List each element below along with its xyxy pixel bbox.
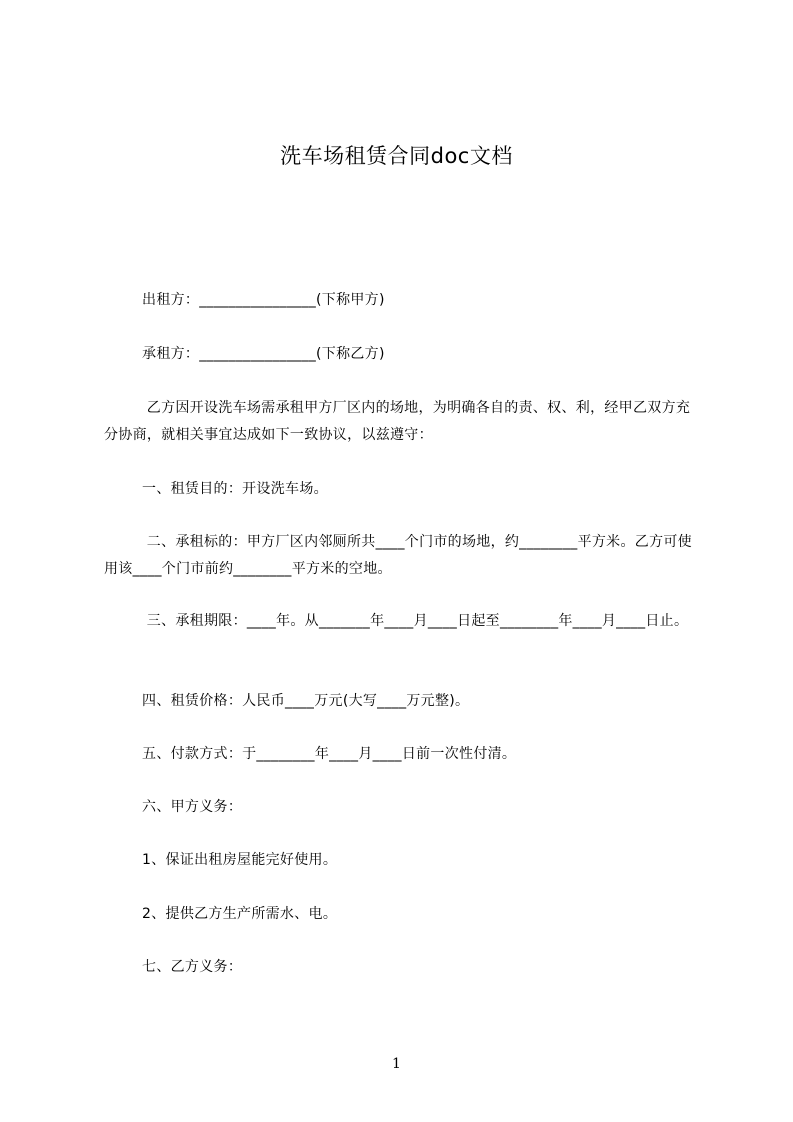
clause-5-payment: 五、付款方式：于________年____月____日前一次性付清。 bbox=[104, 746, 517, 762]
lessor-line: 出租方：________________(下称甲方) bbox=[104, 292, 385, 308]
clause-7-lessee-duties: 七、乙方义务： bbox=[104, 959, 243, 975]
lessee-line: 承租方：________________(下称乙方) bbox=[104, 346, 385, 362]
clause-6-item-1: 1、保证出租房屋能完好使用。 bbox=[104, 852, 338, 868]
page-number: 1 bbox=[392, 1056, 401, 1072]
clause-1-purpose: 一、租赁目的：开设洗车场。 bbox=[104, 481, 328, 497]
clause-3-term: 三、承租期限：____年。从_______年____月____日起至________年____月____日止。 bbox=[104, 613, 689, 629]
document-title: 洗车场租赁合同doc文档 bbox=[280, 144, 513, 168]
clause-6-item-2: 2、提供乙方生产所需水、电。 bbox=[104, 906, 338, 922]
clause-2-subject: 二、承租标的：甲方厂区内邻厕所共____个门市的场地，约________平方米。乙方可使用该____个门市前约________平方米的空地。 bbox=[104, 534, 692, 577]
preamble-paragraph: 乙方因开设洗车场需承租甲方厂区内的场地，为明确各自的责、权、利，经甲乙双方充分协商，就相关事宜达成如下一致协议，以兹遵守： bbox=[104, 400, 691, 443]
clause-6-lessor-duties: 六、甲方义务： bbox=[104, 799, 243, 815]
clause-4-price: 四、租赁价格：人民币____万元(大写____万元整)。 bbox=[104, 693, 470, 709]
